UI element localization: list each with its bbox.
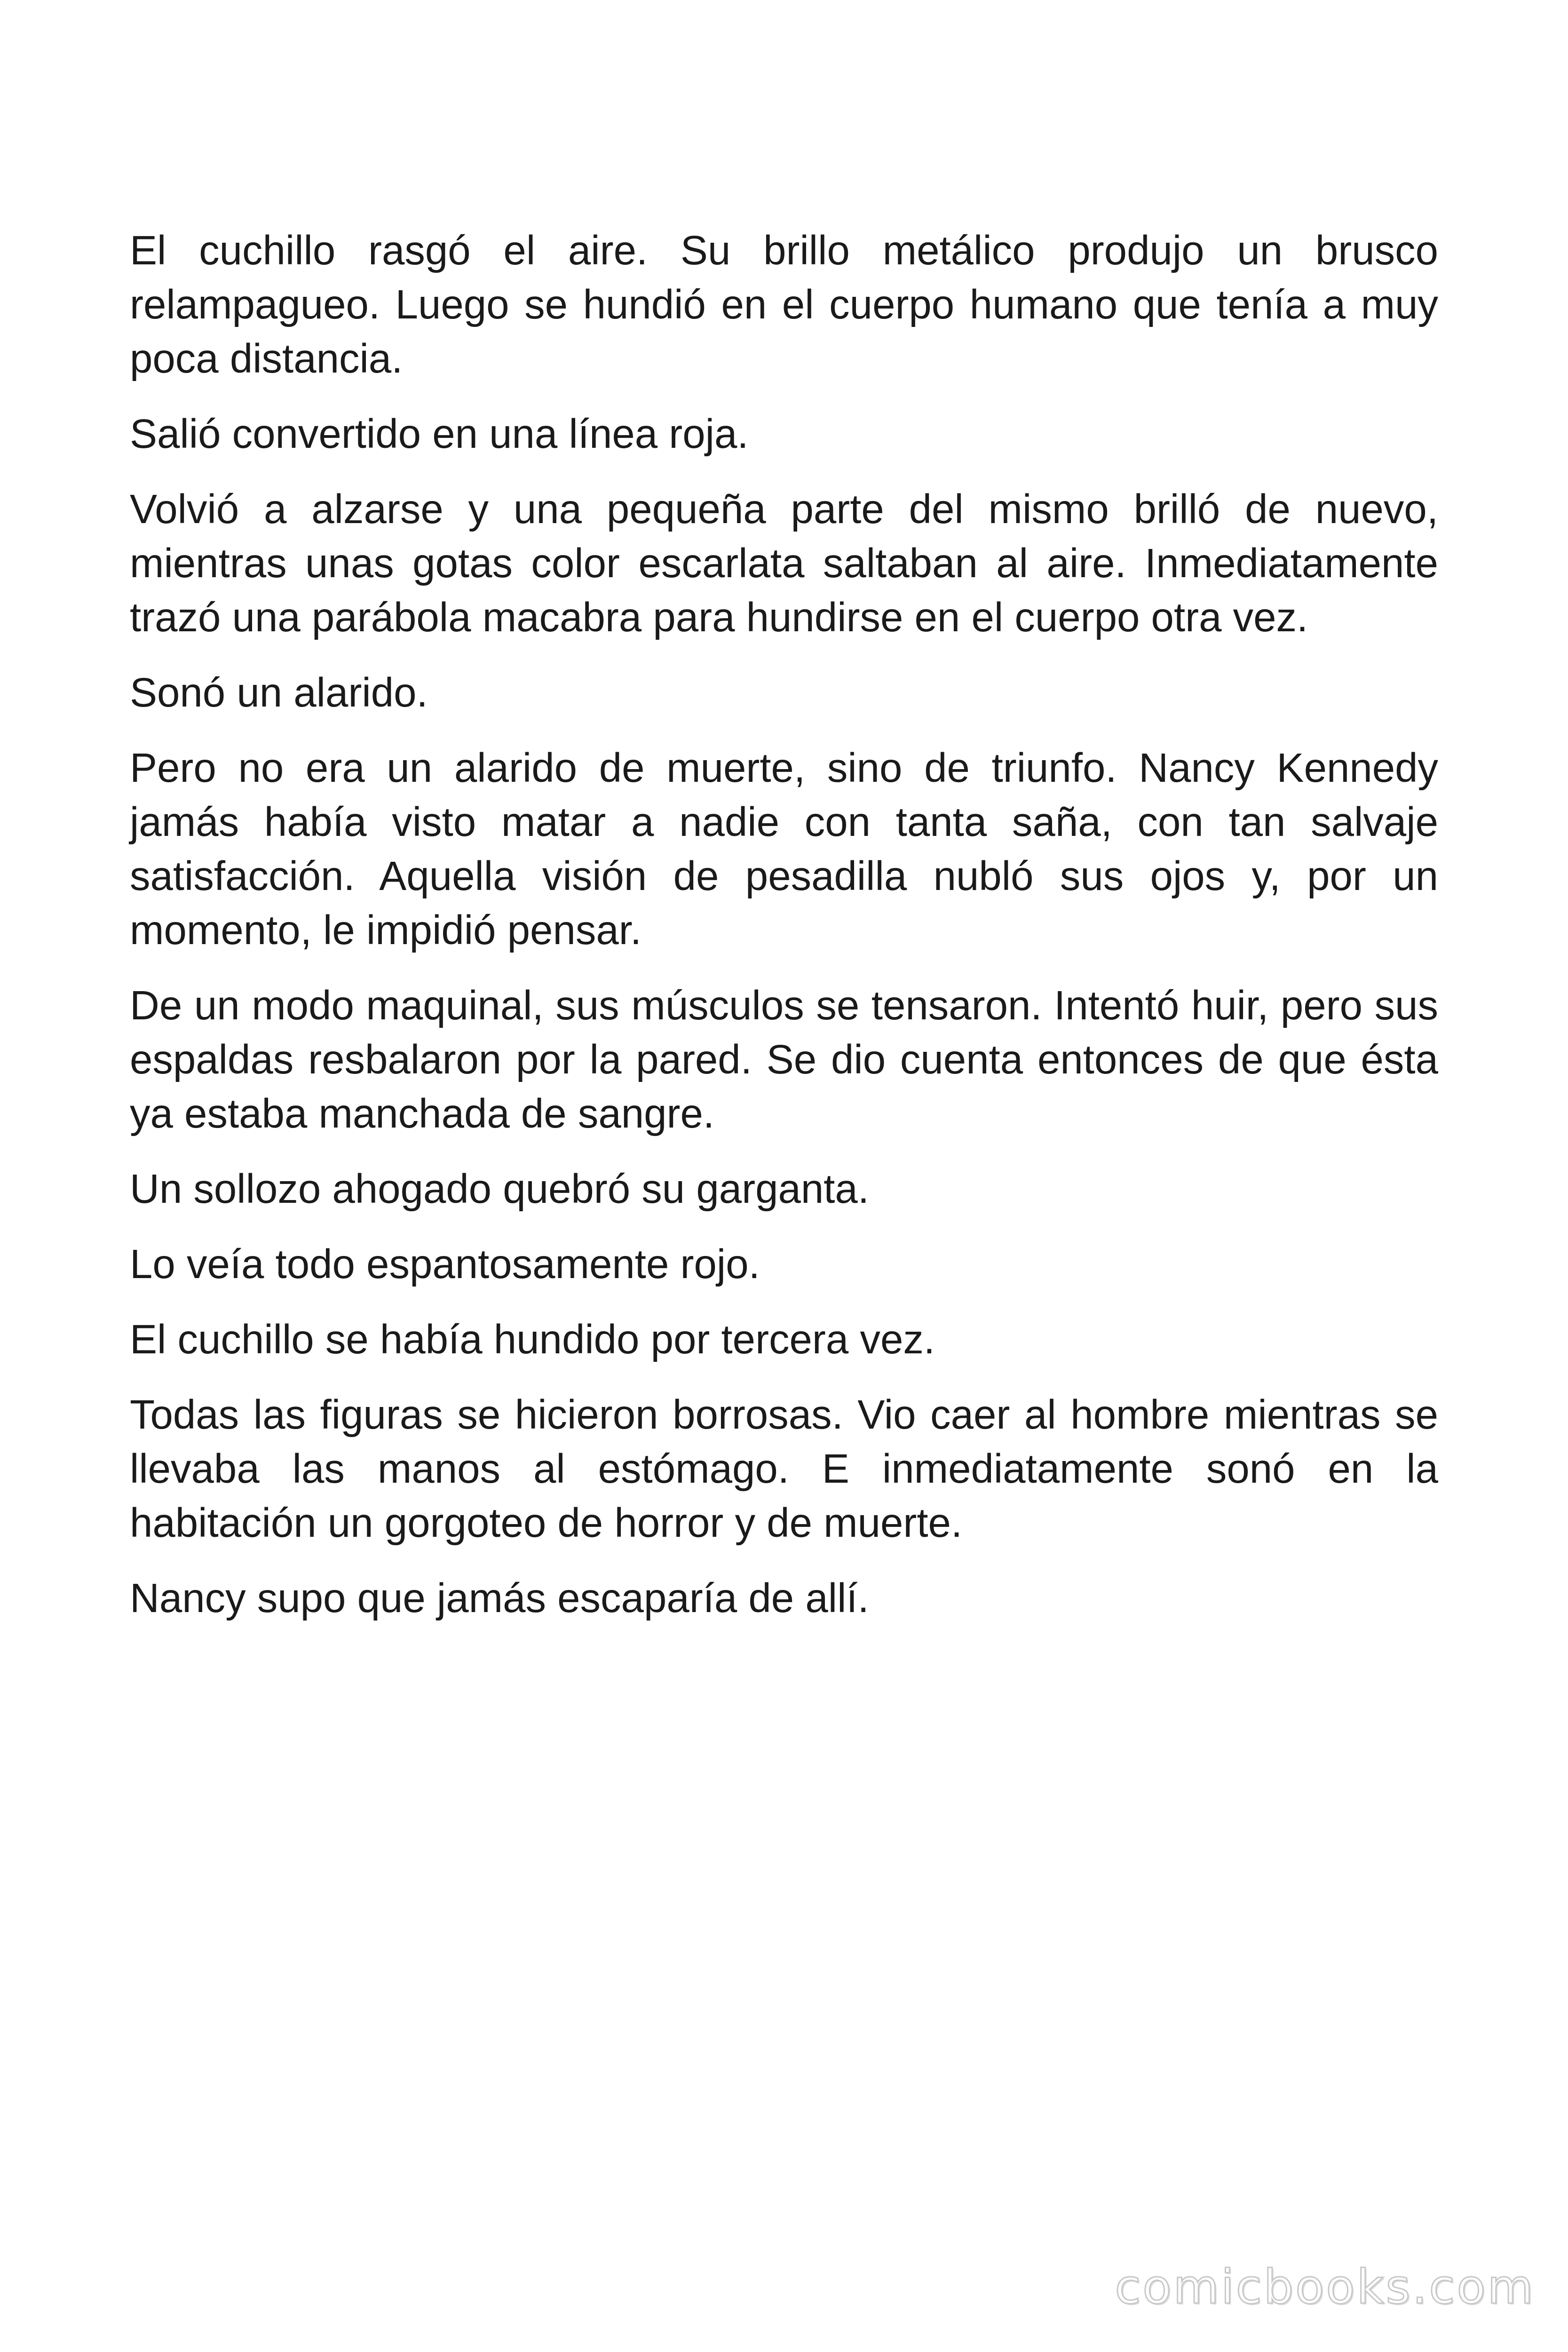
paragraph-9: El cuchillo se había hundido por tercera vez.	[130, 1317, 935, 1362]
paragraph-1: El cuchillo rasgó el aire. Su brillo metálico produjo un brusco relampagueo. Luego se hundió en el cuerpo humano que tenía a muy poca distancia.	[130, 228, 1438, 381]
paragraph-10: Todas las figuras se hicieron borrosas. Vio caer al hombre mientras se llevaba las manos al estómago. E inmediatamente sonó en la habitación un gorgoteo de horror y de muerte.	[130, 1392, 1438, 1546]
page-body-text	[130, 223, 1438, 1646]
paragraph-8: Lo veía todo espantosamente rojo.	[130, 1241, 760, 1287]
watermark: comicbooks.com	[1115, 2259, 1535, 2314]
paragraph-4: Sonó un alarido.	[130, 670, 428, 715]
paragraph-6: De un modo maquinal, sus músculos se tensaron. Intentó huir, pero sus espaldas resbalaron por la pared. Se dio cuenta entonces de que ésta ya estaba manchada de sangre.	[130, 983, 1438, 1136]
paragraph-11: Nancy supo que jamás escaparía de allí.	[130, 1575, 869, 1621]
paragraph-5: Pero no era un alarido de muerte, sino de triunfo. Nancy Kennedy jamás había visto matar a nadie con tanta saña, con tan salvaje satisfacción. Aquella visión de pesadilla nubló sus ojos y, por un momento, le impidió pensar.	[130, 745, 1438, 953]
paragraph-7: Un sollozo ahogado quebró su garganta.	[130, 1166, 869, 1212]
paragraph-3: Volvió a alzarse y una pequeña parte del mismo brilló de nuevo, mientras unas gotas color escarlata saltaban al aire. Inmediatamente trazó una parábola macabra para hundirse en el cuerpo otra vez.	[130, 486, 1438, 640]
paragraph-2: Salió convertido en una línea roja.	[130, 411, 749, 457]
